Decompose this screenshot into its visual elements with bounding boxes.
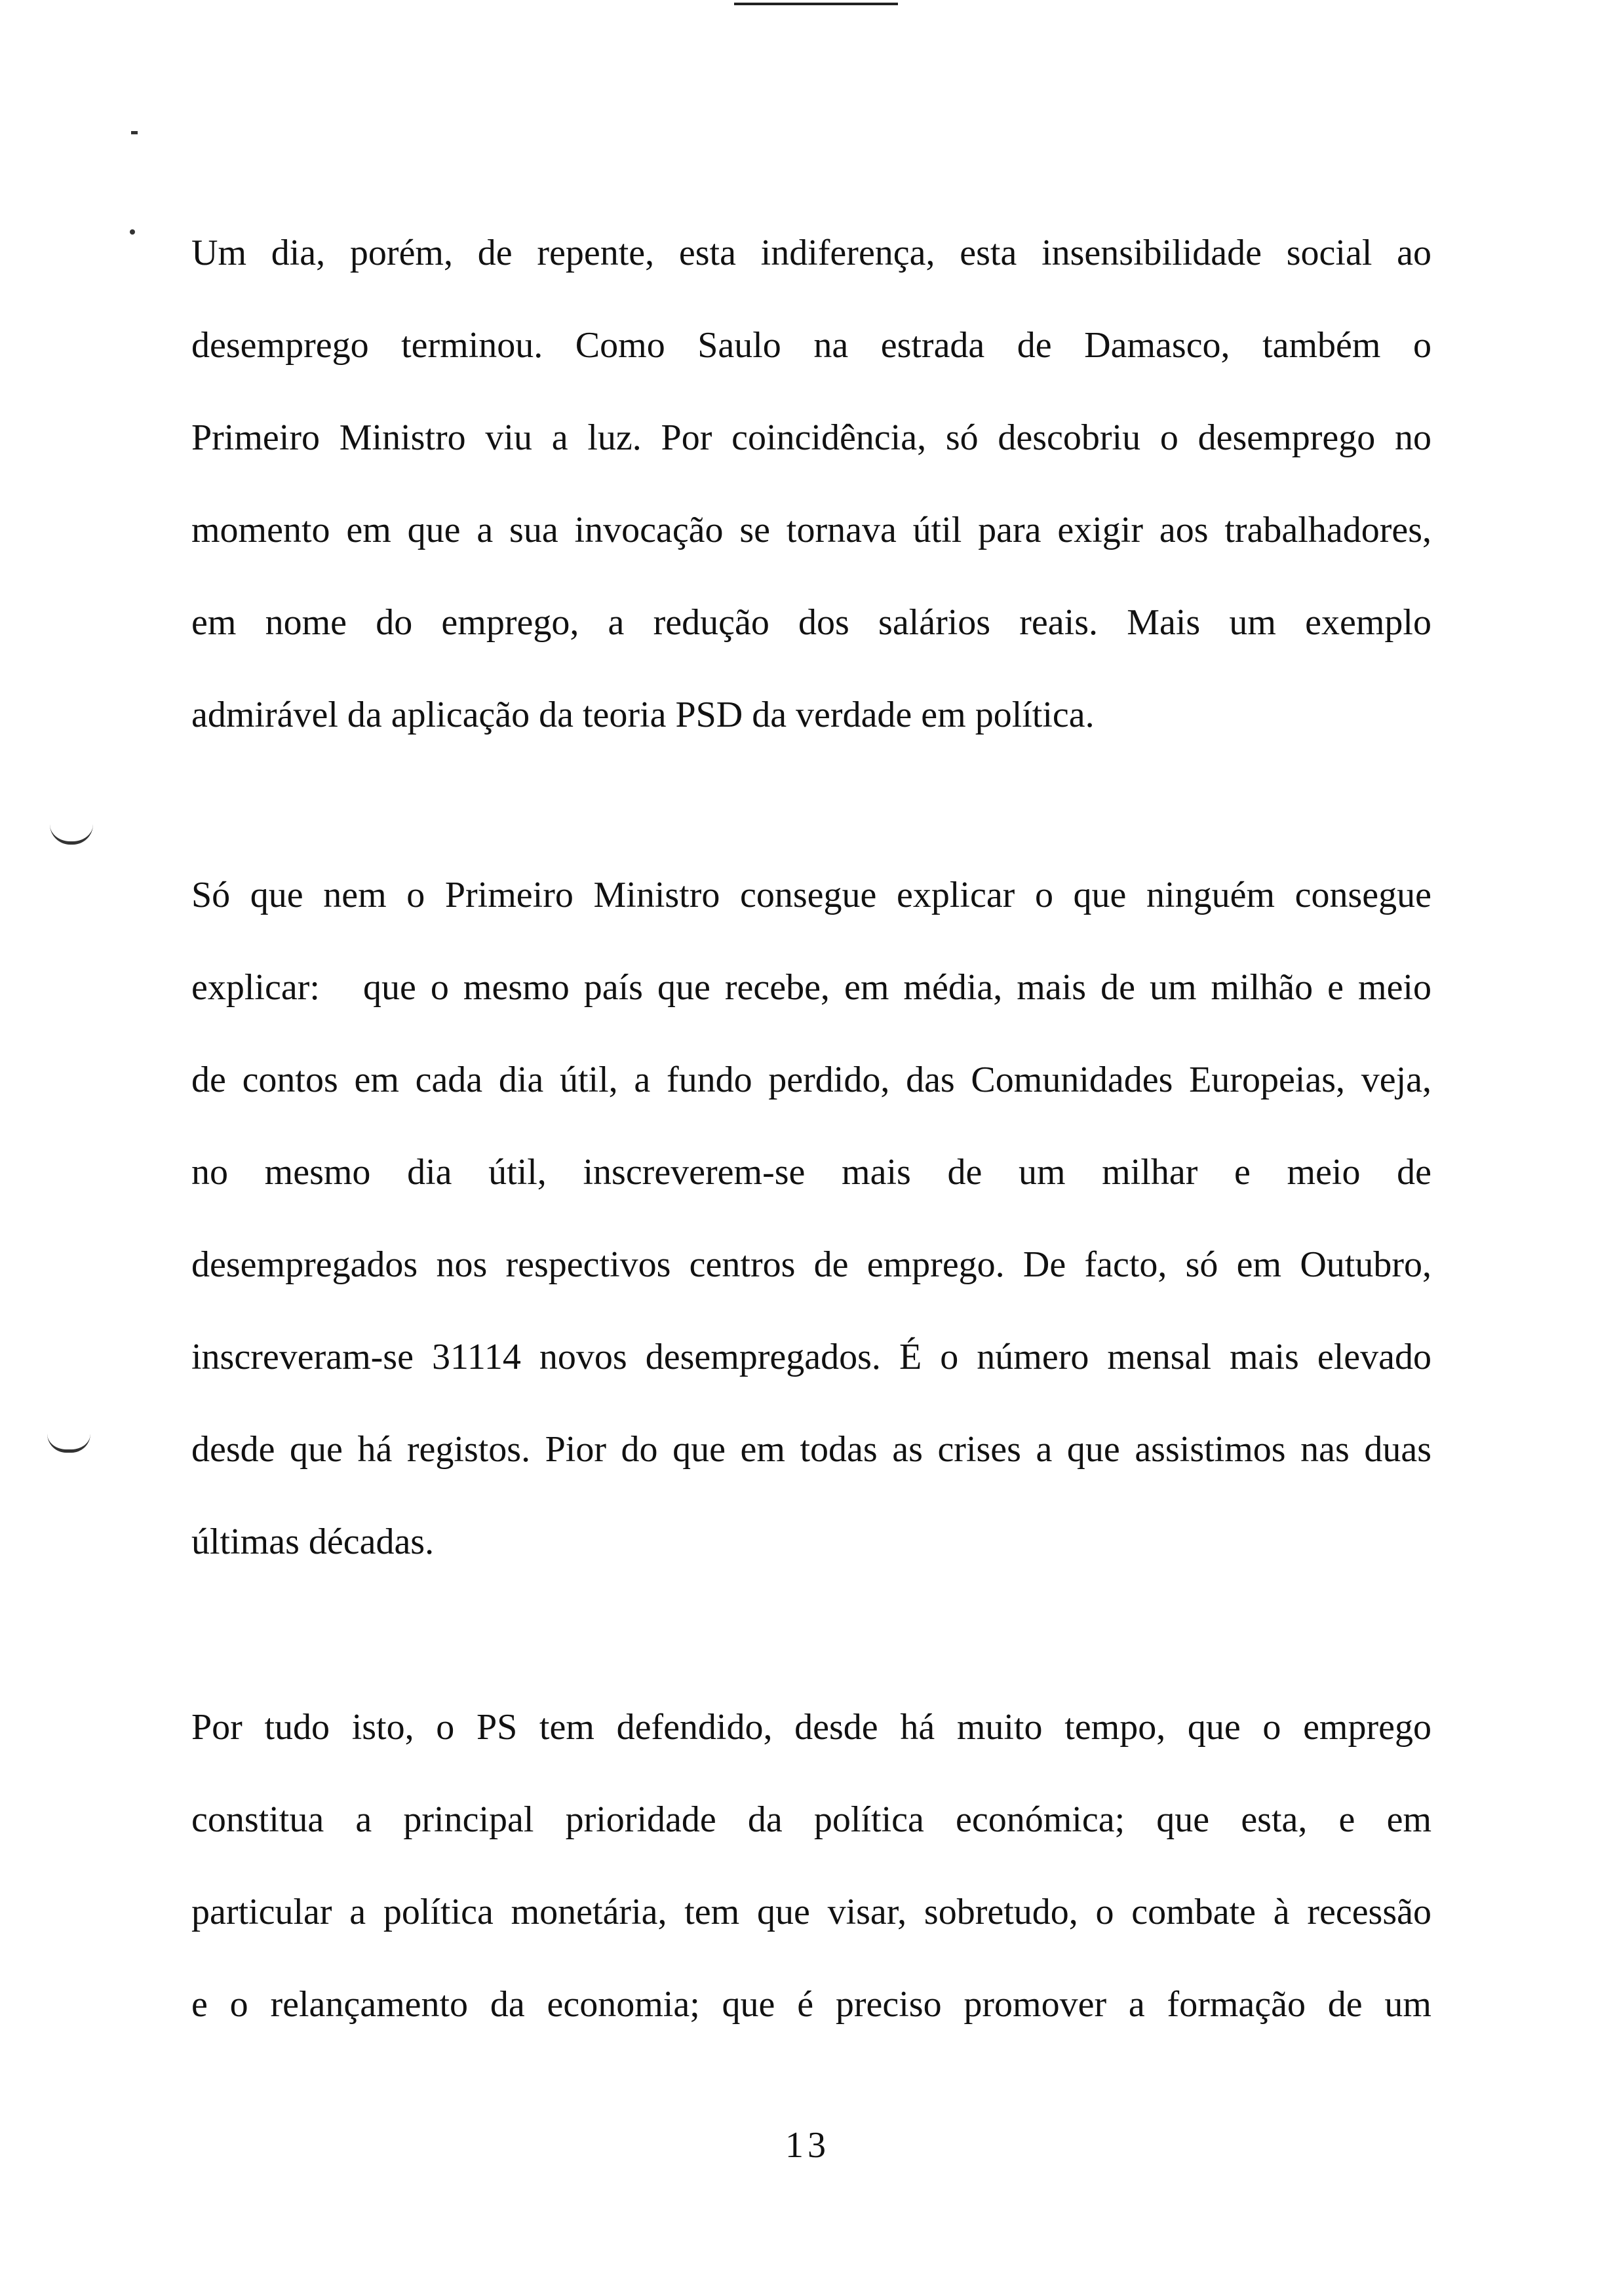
text-line: desempregados nos respectivos centros de emprego. De facto, só em Outubro, bbox=[191, 1244, 1431, 1285]
page-number: 13 bbox=[785, 2125, 830, 2166]
text-line: no mesmo dia útil, inscreverem-se mais de um milhar e meio de bbox=[191, 1152, 1431, 1193]
text-line: particular a política monetária, tem que visar, sobretudo, o combate à recessão bbox=[191, 1892, 1431, 1932]
text-line: desde que há registos. Pior do que em todas as crises a que assistimos nas duas bbox=[191, 1429, 1431, 1470]
text-line: Só que nem o Primeiro Ministro consegue explicar o que ninguém consegue bbox=[191, 875, 1431, 915]
text-line: explicar: que o mesmo país que recebe, em média, mais de um milhão e meio bbox=[191, 967, 1431, 1008]
text-line: e o relançamento da economia; que é preciso promover a formação de um bbox=[191, 1984, 1431, 2025]
margin-check-mark bbox=[50, 824, 93, 845]
margin-dot bbox=[130, 229, 135, 235]
text-line: desemprego terminou. Como Saulo na estrada de Damasco, também o bbox=[191, 325, 1431, 366]
margin-check-mark bbox=[47, 1434, 90, 1453]
text-line: Um dia, porém, de repente, esta indiferença, esta insensibilidade social ao bbox=[191, 233, 1431, 273]
margin-mark bbox=[131, 131, 138, 134]
text-line: de contos em cada dia útil, a fundo perdido, das Comunidades Europeias, veja, bbox=[191, 1060, 1431, 1100]
text-line: Por tudo isto, o PS tem defendido, desde há muito tempo, que o emprego bbox=[191, 1707, 1431, 1748]
text-line: admirável da aplicação da teoria PSD da verdade em política. bbox=[191, 695, 1095, 735]
text-line: inscreveram-se 31114 novos desempregados. É o número mensal mais elevado bbox=[191, 1337, 1431, 1377]
text-line: em nome do emprego, a redução dos salários reais. Mais um exemplo bbox=[191, 602, 1431, 643]
text-line: Primeiro Ministro viu a luz. Por coincidência, só descobriu o desemprego no bbox=[191, 417, 1431, 458]
text-line: constitua a principal prioridade da política económica; que esta, e em bbox=[191, 1799, 1431, 1840]
paragraph-2 bbox=[191, 849, 1431, 1588]
text-line: últimas décadas. bbox=[191, 1521, 435, 1562]
paragraph-3 bbox=[191, 1681, 1431, 2051]
paragraph-1 bbox=[191, 207, 1431, 761]
top-rule bbox=[734, 3, 898, 5]
text-line: momento em que a sua invocação se tornava útil para exigir aos trabalhadores, bbox=[191, 510, 1431, 550]
